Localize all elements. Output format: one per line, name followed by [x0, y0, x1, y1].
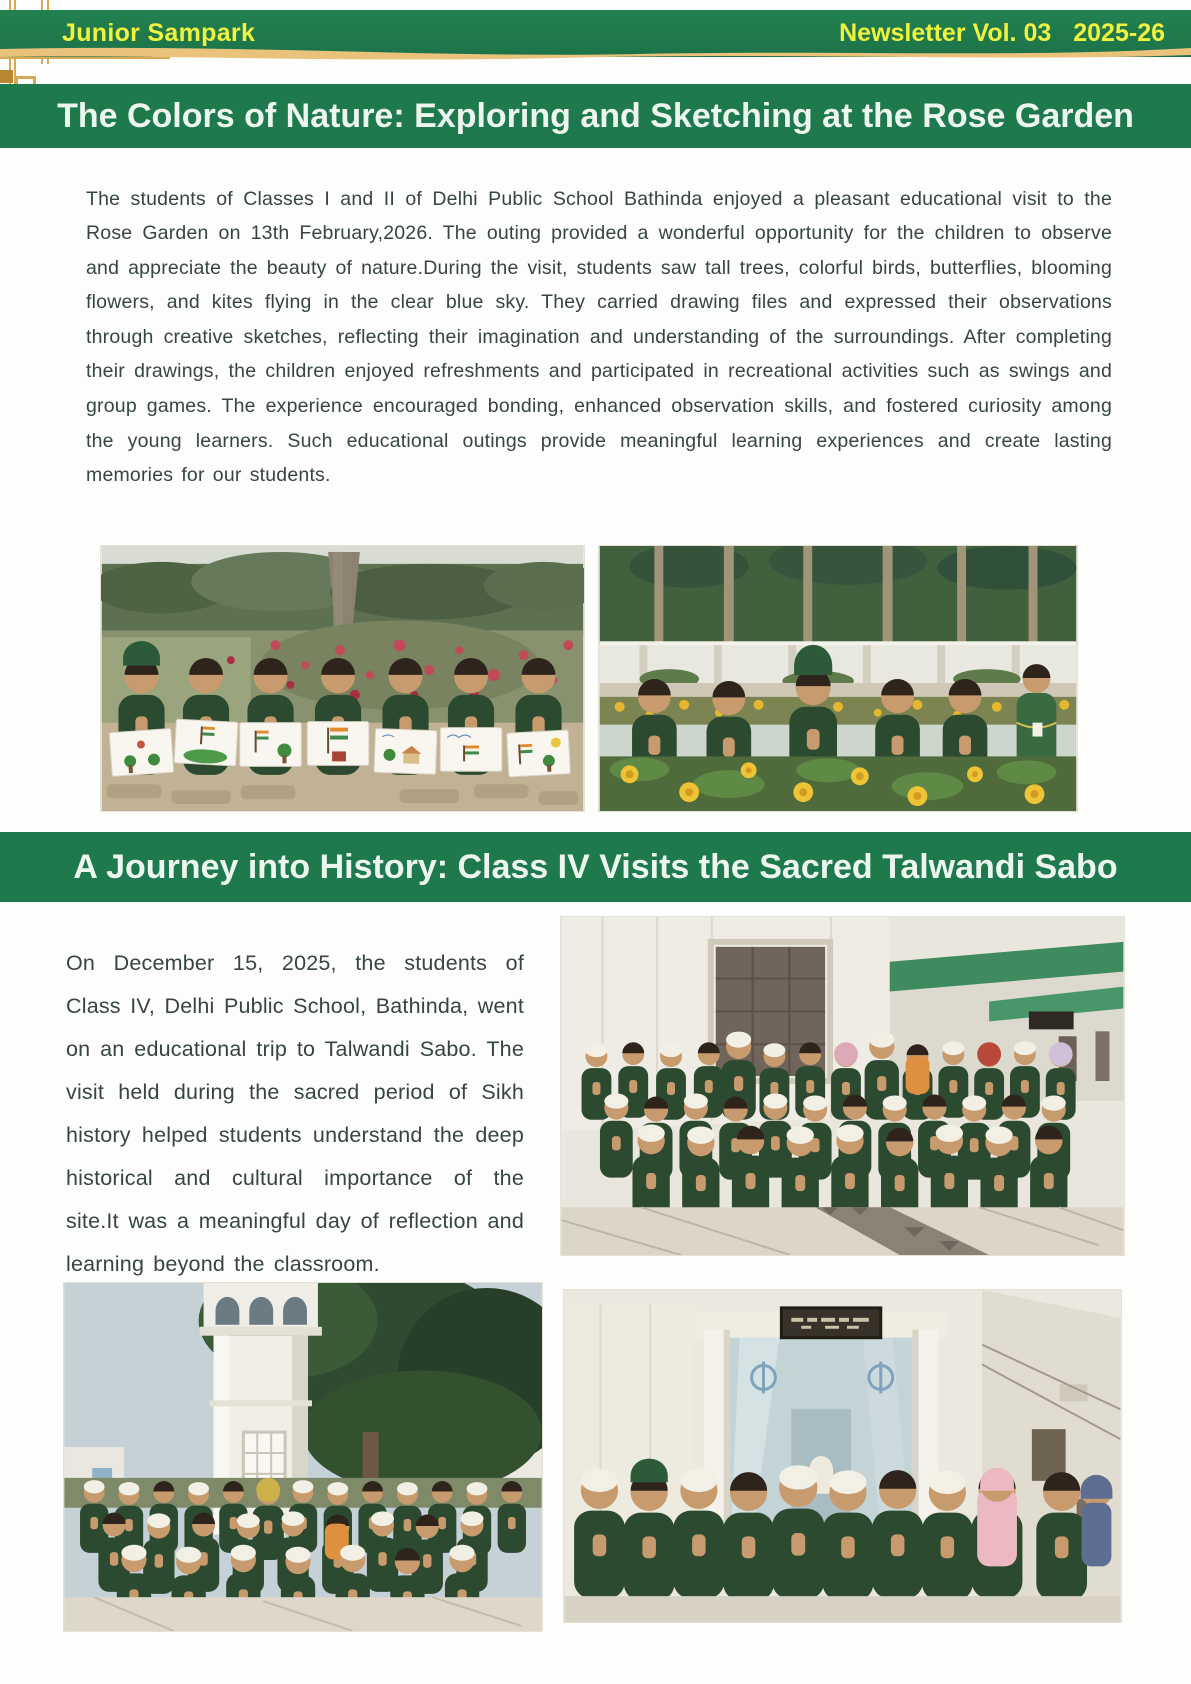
section1-title: The Colors of Nature: Exploring and Sketching at the Rose Garden: [57, 96, 1134, 135]
marigold-garden-illustration: [599, 546, 1077, 811]
gold-swoosh-decoration: [0, 46, 1191, 62]
header-bar: [0, 10, 1191, 57]
photo-glass-entrance-group: [563, 1289, 1122, 1623]
year-label: 2025-26: [1073, 19, 1165, 47]
section2-title-banner: [0, 832, 1191, 902]
ornament-square: [0, 70, 13, 83]
brand-title: Junior Sampark: [62, 19, 256, 47]
gurdwara-group-illustration: [561, 917, 1124, 1255]
section1-title-banner: [0, 84, 1191, 148]
volume-label: Newsletter Vol. 03: [839, 19, 1052, 47]
section2-title: A Journey into History: Class IV Visits the Sacred Talwandi Sabo: [73, 847, 1118, 886]
tower-group-illustration: [64, 1283, 542, 1631]
rose-garden-illustration: [101, 546, 584, 811]
section1-paragraph: The students of Classes I and II of Delhi Public School Bathinda enjoyed a pleasant educational visit to the Rose Garden on 13th February,2026. The outing provided a wonderful opportunity for the children to observe and appreciate the beauty of nature.During the visit, students saw tall trees, colorful birds, butterflies, blooming flowers, and kites flying in the clear blue sky. They carried drawing files and expressed their observations through creative sketches, reflecting their imagination and understanding of the surroundings. After completing their drawings, the children enjoyed refreshments and participated in recreational activities such as swings and group games. The experience encouraged bonding, enhanced observation skills, and fostered curiosity among the young learners. Such educational outings provide meaningful learning experiences and create lasting memories for our students.: [86, 187, 1112, 487]
section2-paragraph: On December 15, 2025, the students of Class IV, Delhi Public School, Bathinda, went on an educational trip to Talwandi Sabo. The visit held during the sacred period of Sikh history helped students understand the deep historical and cultural importance of the site.It was a meaningful day of reflection and learning beyond the classroom.: [66, 950, 524, 1276]
photo-gurdwara-group: [560, 916, 1125, 1256]
photo-marigold-garden: [598, 545, 1078, 812]
photo-rose-garden-drawings: [100, 545, 585, 812]
glass-entrance-illustration: [564, 1290, 1121, 1622]
newsletter-volume: [839, 19, 1165, 48]
photo-tower-group: [63, 1282, 543, 1632]
